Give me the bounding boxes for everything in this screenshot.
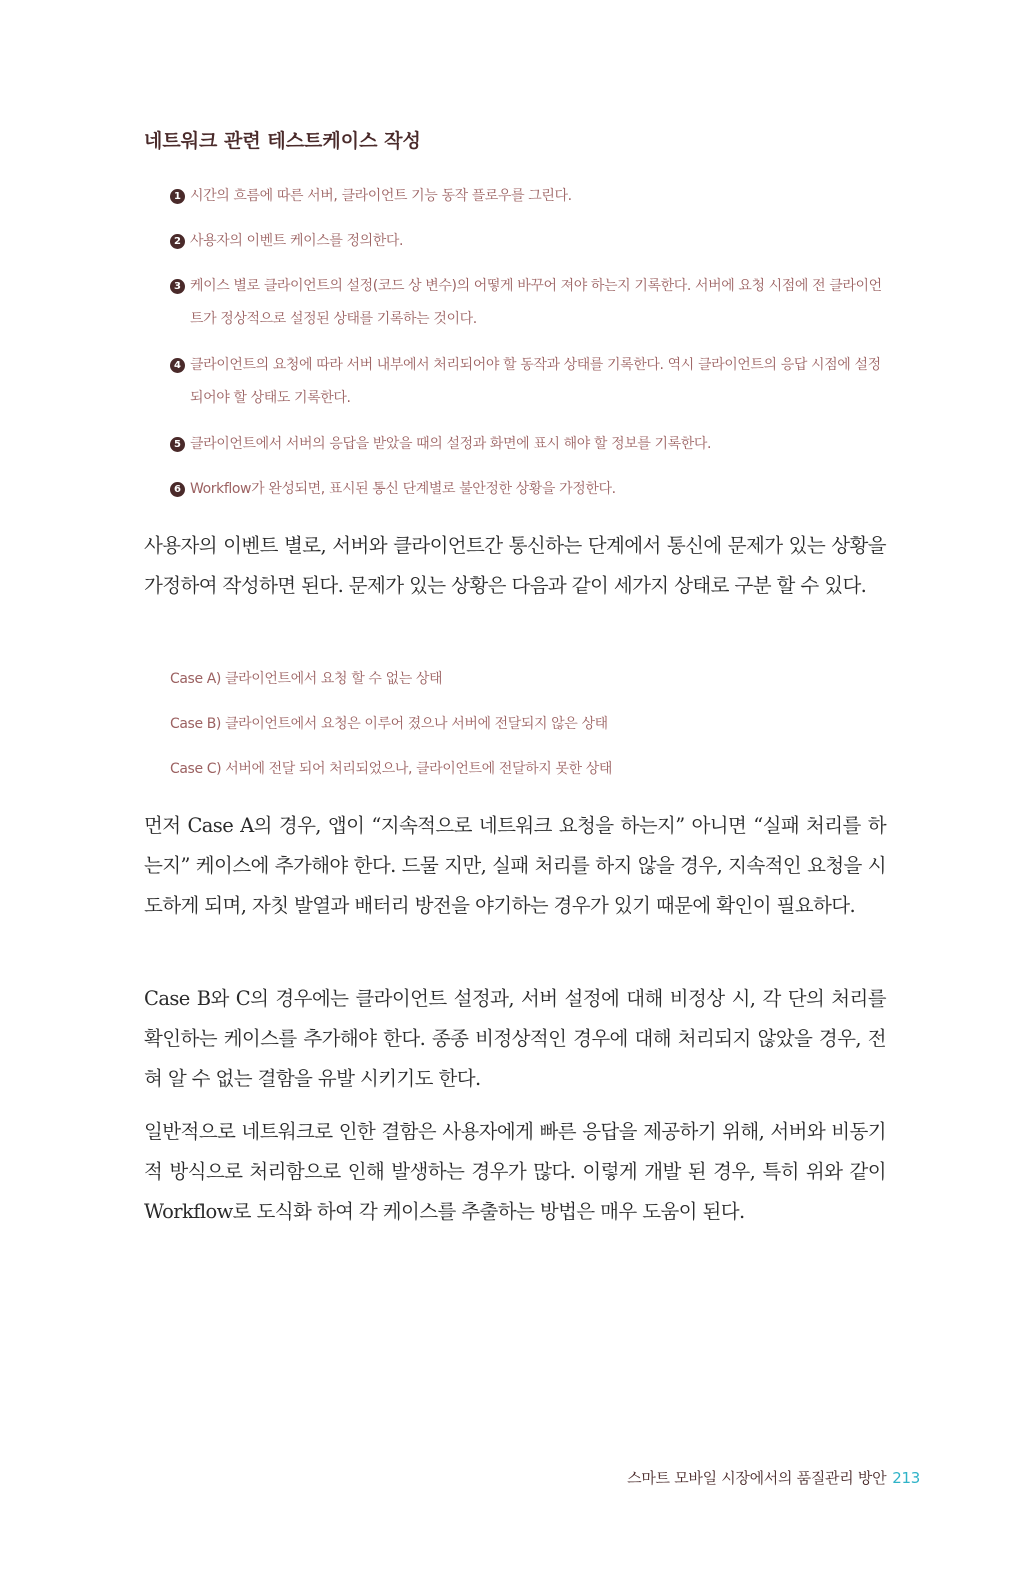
step-item [170, 225, 885, 258]
paragraph-case-bc: Case B와 C의 경우에는 클라이언트 설정과, 서버 설정에 대해 비정상 시, 각 단의 처리를 확인하는 케이스를 추가해야 한다. 종종 비정상적인 경우에 대해 처리되지 않았을 경우, 전혀 알 수 없는 결함을 유발 시키기도 한다. [144, 987, 886, 1090]
case-item: Case A) 클라이언트에서 요청 할 수 없는 상태 [170, 671, 443, 687]
step-number-badge: 6 [170, 482, 185, 497]
step-number-badge: 4 [170, 358, 185, 373]
paragraph-general: 일반적으로 네트워크로 인한 결함은 사용자에게 빠른 응답을 제공하기 위해, 서버와 비동기적 방식으로 처리함으로 인해 발생하는 경우가 많다. 이렇게 개발 된 경우, 특히 위와 같이 Workflow로 도식화 하여 각 케이스를 추출하는 방법은 매우 도움이 된다. [144, 1120, 886, 1223]
step-number-badge: 2 [170, 234, 185, 249]
paragraph-case-a: 먼저 Case A의 경우, 앱이 “지속적으로 네트워크 요청을 하는지” 아니면 “실패 처리를 하는지” 케이스에 추가해야 한다. 드물 지만, 실패 처리를 하지 않을 경우, 지속적인 요청을 시도하게 되며, 자칫 발열과 배터리 방전을 야기하는 경우가 있기 때문에 확인이 필요하다. [144, 814, 886, 917]
book-title: 스마트 모바일 시장에서의 품질관리 방안 [627, 1469, 887, 1487]
step-item [170, 428, 885, 461]
case-list [170, 657, 612, 792]
case-item: Case C) 서버에 전달 되어 처리되었으나, 클라이언트에 전달하지 못한 상태 [170, 761, 612, 777]
step-number-badge: 5 [170, 437, 185, 452]
step-text: 케이스 별로 클라이언트의 설정(코드 상 변수)의 어떻게 바꾸어 져야 하는지 기록한다. 서버에 요청 시점에 전 클라이언트가 정상적으로 설정된 상태를 기록하는 것이다. [190, 278, 882, 327]
step-number-badge: 3 [170, 279, 185, 294]
case-item: Case B) 클라이언트에서 요청은 이루어 졌으나 서버에 전달되지 않은 상태 [170, 716, 608, 732]
intro-paragraph: 사용자의 이벤트 별로, 서버와 클라이언트간 통신하는 단계에서 통신에 문제가 있는 상황을 가정하여 작성하면 된다. 문제가 있는 상황은 다음과 같이 세가지 상태로 구분 할 수 있다. [144, 534, 886, 597]
step-item [170, 473, 885, 506]
step-list [170, 180, 885, 518]
step-number-badge: 1 [170, 189, 185, 204]
page-number: 213 [892, 1469, 920, 1487]
step-text: Workflow가 완성되면, 표시된 통신 단계별로 불안정한 상황을 가정한다. [190, 481, 616, 497]
step-text: 시간의 흐름에 따른 서버, 클라이언트 기능 동작 플로우를 그린다. [190, 188, 572, 204]
section-heading: 네트워크 관련 테스트케이스 작성 [144, 130, 421, 152]
step-item [170, 270, 885, 336]
step-item [170, 180, 885, 213]
page-footer [627, 1467, 920, 1488]
step-text: 사용자의 이벤트 케이스를 정의한다. [190, 233, 404, 249]
step-text: 클라이언트의 요청에 따라 서버 내부에서 처리되어야 할 동작과 상태를 기록한다. 역시 클라이언트의 응답 시점에 설정되어야 할 상태도 기록한다. [190, 357, 881, 406]
step-item [170, 349, 885, 415]
step-text: 클라이언트에서 서버의 응답을 받았을 때의 설정과 화면에 표시 해야 할 정보를 기록한다. [190, 436, 712, 452]
